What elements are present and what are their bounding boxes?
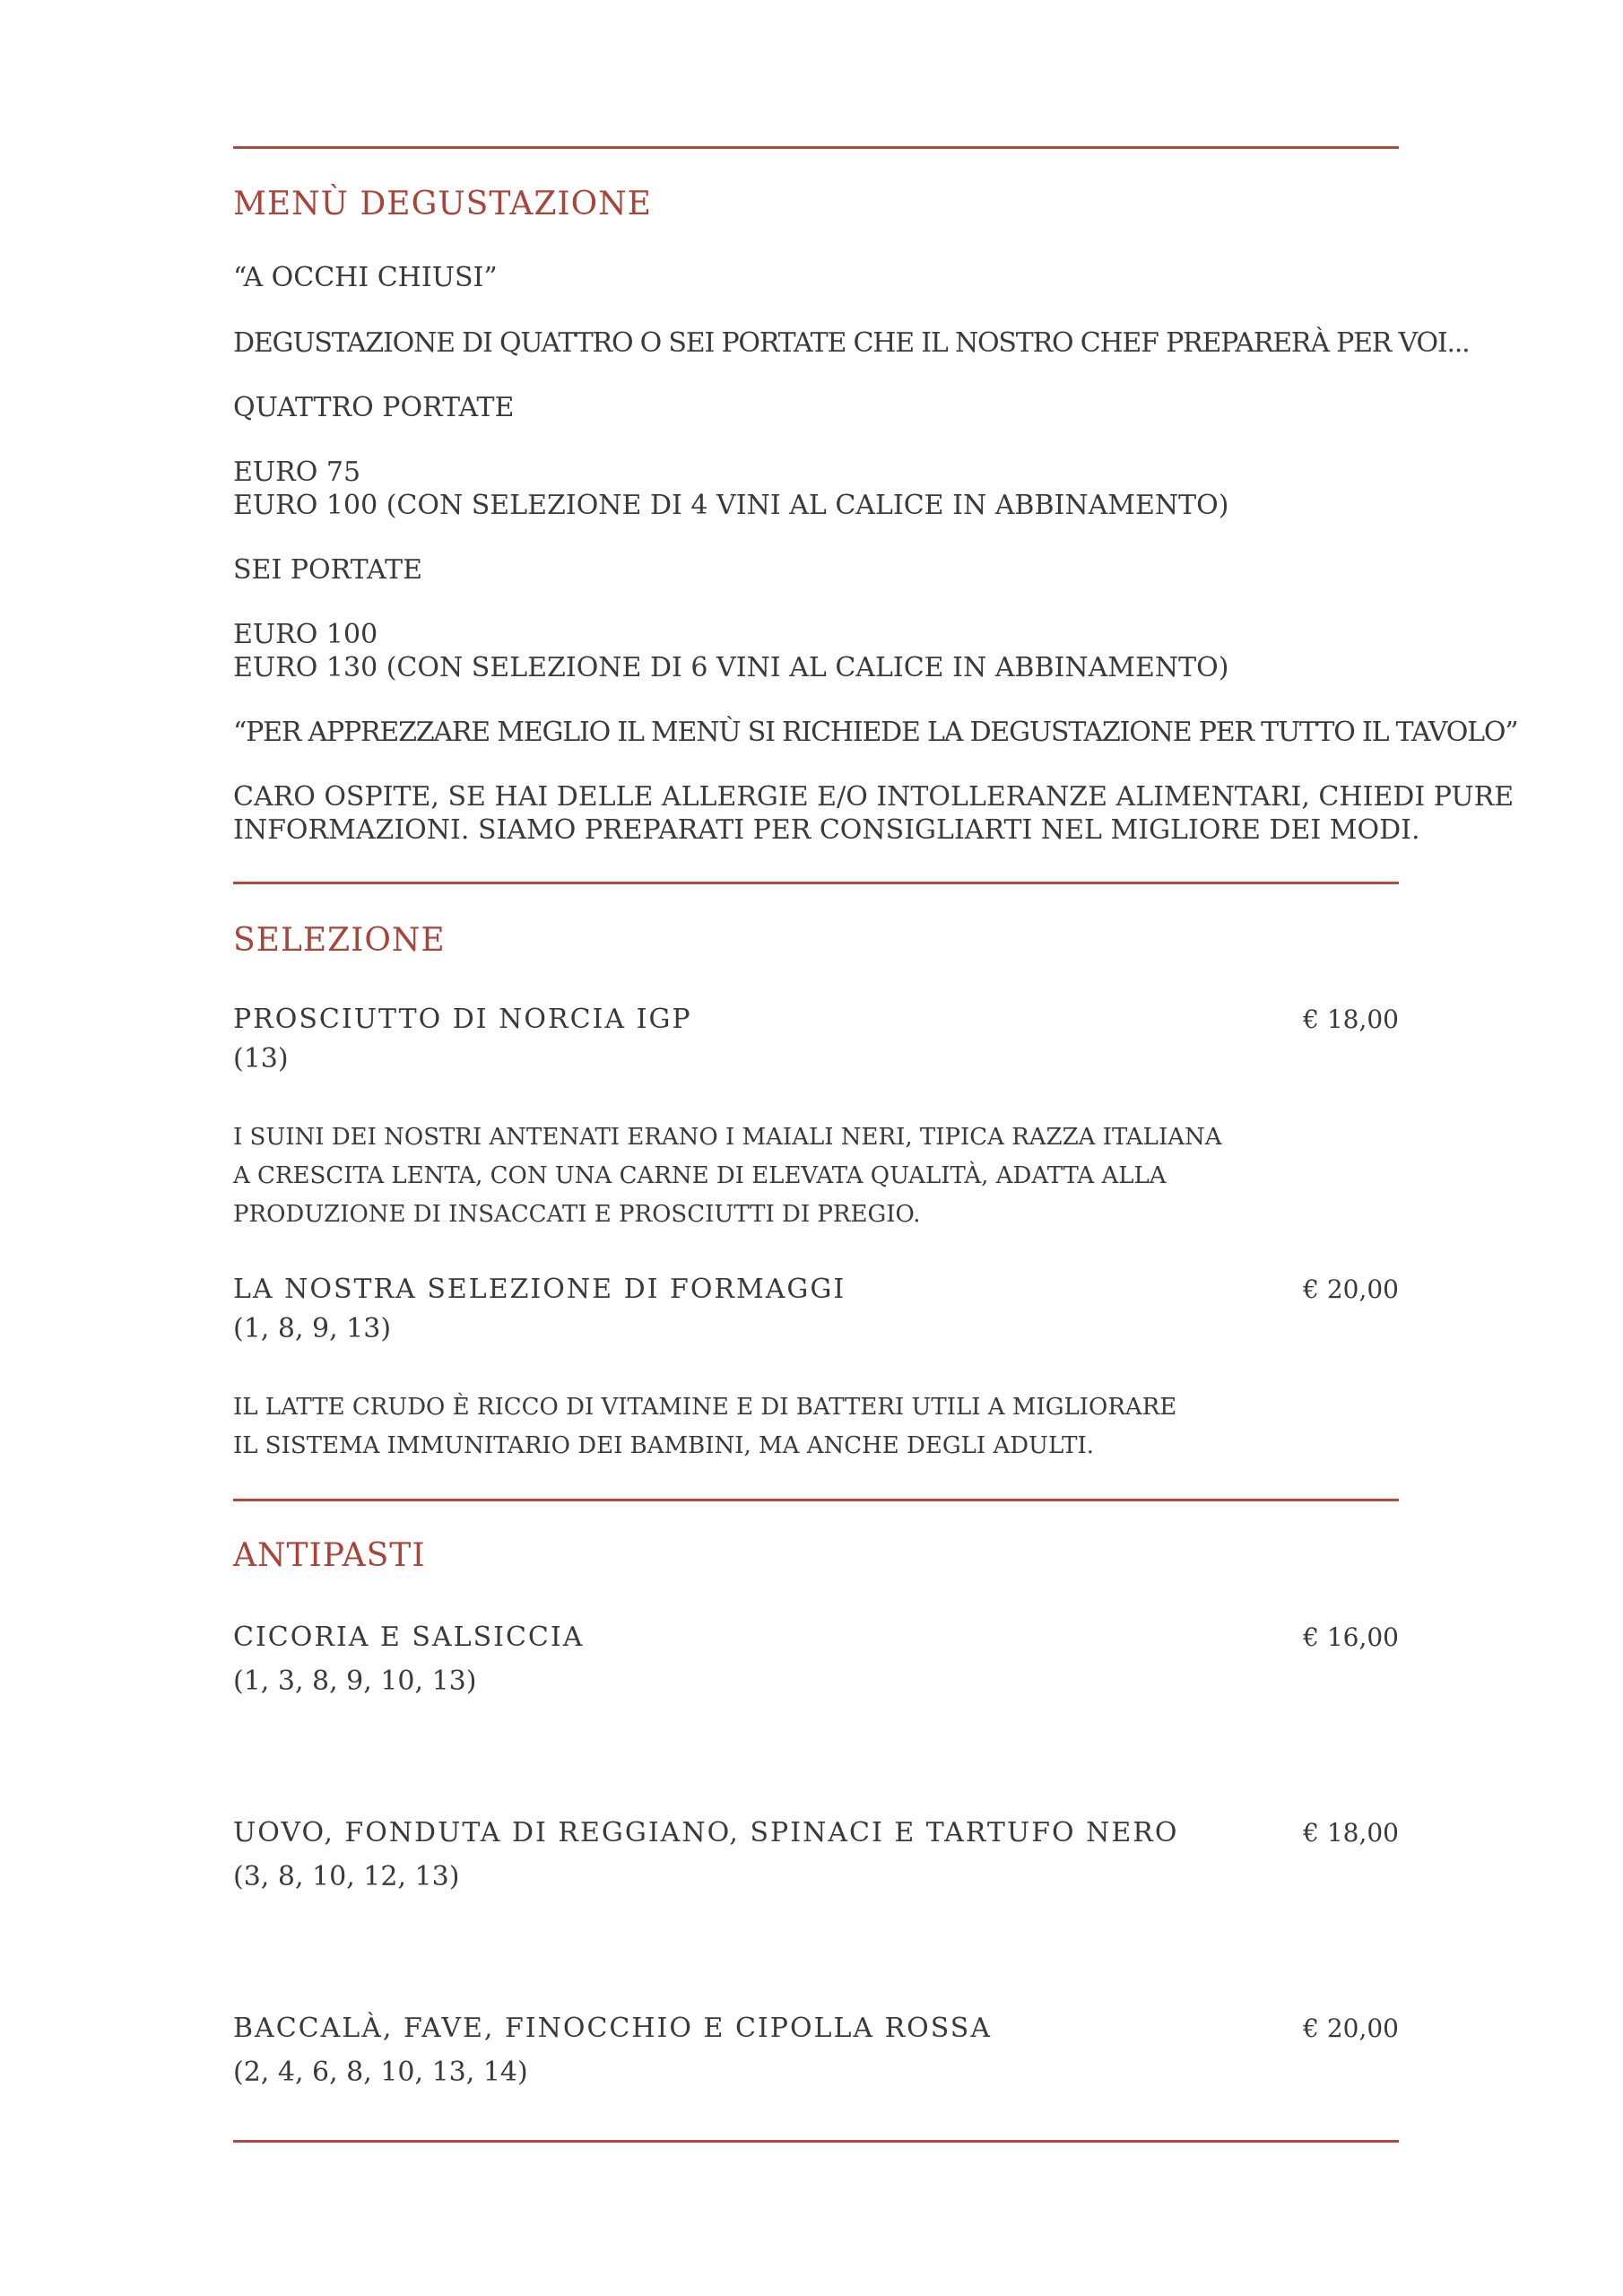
menu-item-description: IL LATTE CRUDO È RICCO DI VITAMINE E DI BATTERI UTILI A MIGLIORARE <box>233 1394 1177 1421</box>
menu-item-description: IL SISTEMA IMMUNITARIO DEI BAMBINI, MA ANCHE DEGLI ADULTI. <box>233 1432 1094 1459</box>
menu-item-allergens: (13) <box>233 1043 289 1074</box>
option-four-price: EURO 75 <box>233 457 361 488</box>
degustazione-intro: DEGUSTAZIONE DI QUATTRO O SEI PORTATE CHE IL NOSTRO CHEF PREPARERÀ PER VOI... <box>233 327 1470 359</box>
menu-item-name: CICORIA E SALSICCIA <box>233 1622 585 1653</box>
menu-item-name: UOVO, FONDUTA DI REGGIANO, SPINACI E TARTUFO NERO <box>233 1817 1179 1848</box>
degustazione-table-note: “PER APPREZZARE MEGLIO IL MENÙ SI RICHIEDE LA DEGUSTAZIONE PER TUTTO IL TAVOLO” <box>233 717 1518 748</box>
menu-item-price: € 18,00 <box>1303 1004 1399 1034</box>
menu-item-allergens: (3, 8, 10, 12, 13) <box>233 1861 460 1892</box>
section-divider <box>233 882 1399 884</box>
section-divider <box>233 2140 1399 2143</box>
degustazione-subtitle: “A OCCHI CHIUSI” <box>233 262 498 293</box>
menu-item-price: € 16,00 <box>1303 1622 1399 1652</box>
menu-item-allergens: (1, 8, 9, 13) <box>233 1313 392 1344</box>
section-heading-selezione: SELEZIONE <box>233 922 446 959</box>
menu-item-allergens: (2, 4, 6, 8, 10, 13, 14) <box>233 2057 528 2088</box>
option-six-price: EURO 100 <box>233 619 378 650</box>
section-heading-degustazione: MENÙ DEGUSTAZIONE <box>233 186 652 222</box>
option-six-label: SEI PORTATE <box>233 554 422 586</box>
menu-item-description: I SUINI DEI NOSTRI ANTENATI ERANO I MAIALI NERI, TIPICA RAZZA ITALIANA <box>233 1124 1222 1151</box>
menu-item-price: € 18,00 <box>1303 1818 1399 1848</box>
menu-page <box>233 0 1518 2296</box>
option-four-label: QUATTRO PORTATE <box>233 392 515 423</box>
section-heading-antipasti: ANTIPASTI <box>233 1537 426 1574</box>
menu-item-description: A CRESCITA LENTA, CON UNA CARNE DI ELEVATA QUALITÀ, ADATTA ALLA <box>233 1162 1167 1189</box>
menu-item-description: PRODUZIONE DI INSACCATI E PROSCIUTTI DI PREGIO. <box>233 1201 921 1228</box>
menu-item-price: € 20,00 <box>1303 2013 1399 2043</box>
menu-item-price: € 20,00 <box>1303 1274 1399 1304</box>
allergy-notice-line-2: INFORMAZIONI. SIAMO PREPARATI PER CONSIGLIARTI NEL MIGLIORE DEI MODI. <box>233 814 1420 846</box>
menu-item-name: PROSCIUTTO DI NORCIA IGP <box>233 1004 692 1035</box>
menu-item-name: LA NOSTRA SELEZIONE DI FORMAGGI <box>233 1274 846 1305</box>
option-four-price-wine: EURO 100 (CON SELEZIONE DI 4 VINI AL CALICE IN ABBINAMENTO) <box>233 490 1229 521</box>
section-divider <box>233 1499 1399 1501</box>
section-divider <box>233 146 1399 149</box>
option-six-price-wine: EURO 130 (CON SELEZIONE DI 6 VINI AL CALICE IN ABBINAMENTO) <box>233 652 1229 683</box>
allergy-notice-line-1: CARO OSPITE, SE HAI DELLE ALLERGIE E/O INTOLLERANZE ALIMENTARI, CHIEDI PURE <box>233 781 1515 813</box>
menu-item-name: BACCALÀ, FAVE, FINOCCHIO E CIPOLLA ROSSA <box>233 2013 993 2044</box>
menu-item-allergens: (1, 3, 8, 9, 10, 13) <box>233 1665 477 1697</box>
